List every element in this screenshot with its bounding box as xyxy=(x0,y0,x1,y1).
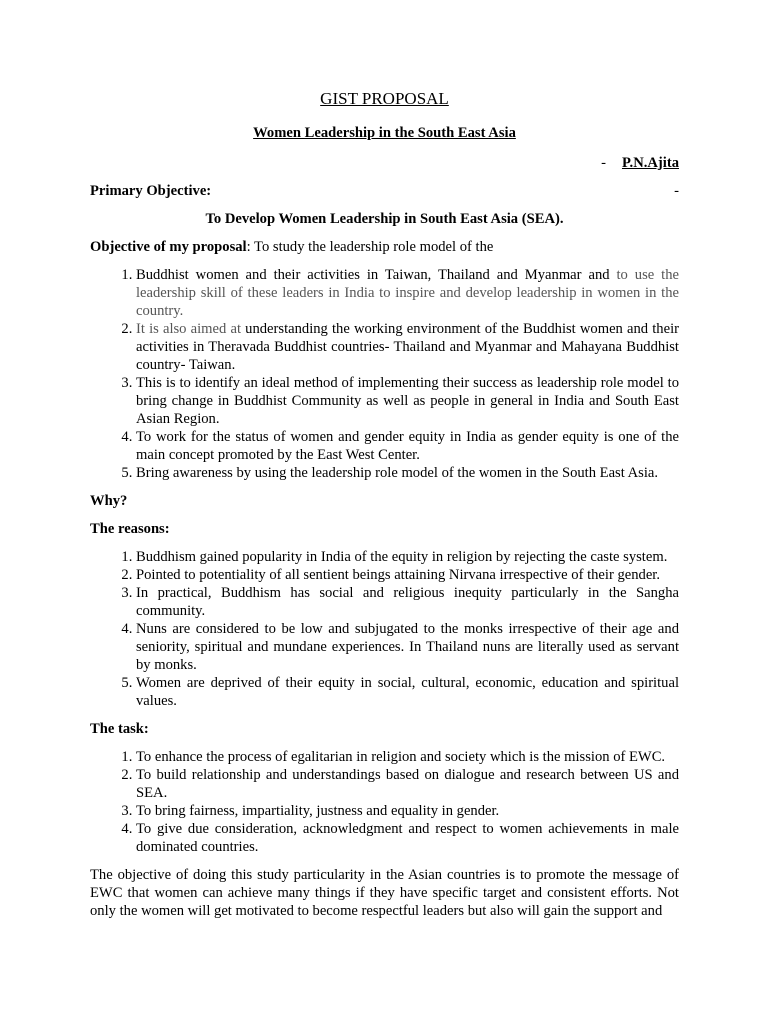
list-item: 4. Nuns are considered to be low and subjugated to the monks irrespective of their age and seniority, spiritual and mundane experiences. In Thailand nuns are literally used as servant by monks. xyxy=(136,620,679,674)
author-dash: - xyxy=(601,155,606,171)
objective-line xyxy=(90,238,679,256)
author-name: P.N.Ajita xyxy=(621,155,679,171)
list-item: 1. To enhance the process of egalitarian in religion and society which is the mission of EWC. xyxy=(136,748,679,766)
list-item: 1. Buddhist women and their activities in Taiwan, Thailand and Myanmar and to use the leadership skill of these leaders in India to inspire and develop leadership in women in the country. xyxy=(136,266,679,320)
list-item: 1. Buddhism gained popularity in India of the equity in religion by rejecting the caste system. xyxy=(136,548,679,566)
reasons-heading: The reasons: xyxy=(90,521,170,537)
list-item: 3. In practical, Buddhism has social and religious inequity particularly in the Sangha community. xyxy=(136,584,679,620)
why-heading: Why? xyxy=(90,493,128,509)
primary-objective-row xyxy=(90,182,679,200)
list-item: 2. To build relationship and understandings based on dialogue and research between US and SEA. xyxy=(136,766,679,802)
list-item: 3. To bring fairness, impartiality, justness and equality in gender. xyxy=(136,802,679,820)
primary-objective-label: Primary Objective: xyxy=(90,183,212,199)
list-item: 5. Women are deprived of their equity in social, cultural, economic, education and spiritual values. xyxy=(136,674,679,710)
document-page xyxy=(90,88,679,920)
author-line xyxy=(90,154,679,172)
list-item: 4. To give due consideration, acknowledgment and respect to women achievements in male dominated countries. xyxy=(136,820,679,856)
list-item: 3. This is to identify an ideal method of implementing their success as leadership role model to bring change in Buddhist Community as well as people in general in India and South East Asian Region. xyxy=(136,374,679,428)
list-item: 4. To work for the status of women and gender equity in India as gender equity is one of the main concept promoted by the East West Center. xyxy=(136,428,679,464)
objective-list xyxy=(90,266,679,482)
primary-objective-dash: - xyxy=(674,183,679,199)
reasons-list xyxy=(90,548,679,710)
objective-text: : To study the leadership role model of the xyxy=(246,239,494,255)
list-item: 5. Bring awareness by using the leadership role model of the women in the South East Asia. xyxy=(136,464,679,482)
list-item: 2. It is also aimed at understanding the working environment of the Buddhist women and their activities in Theravada Buddhist countries- Thailand and Myanmar and Mahayana Buddhist country- Taiwan. xyxy=(136,320,679,374)
task-list xyxy=(90,748,679,856)
primary-goal: To Develop Women Leadership in South East Asia (SEA). xyxy=(205,211,564,227)
closing-paragraph: The objective of doing this study particularity in the Asian countries is to promote the message of EWC that women can achieve many things if they have specific target and consistent efforts. Not only the women will get motivated to become respectful leaders but also will gain the support and xyxy=(90,867,679,919)
document-title: GIST PROPOSAL xyxy=(320,89,449,108)
task-heading: The task: xyxy=(90,721,149,737)
objective-label: Objective of my proposal xyxy=(90,239,247,255)
list-item: 2. Pointed to potentiality of all sentient beings attaining Nirvana irrespective of their gender. xyxy=(136,566,679,584)
document-subtitle: Women Leadership in the South East Asia xyxy=(253,125,516,141)
